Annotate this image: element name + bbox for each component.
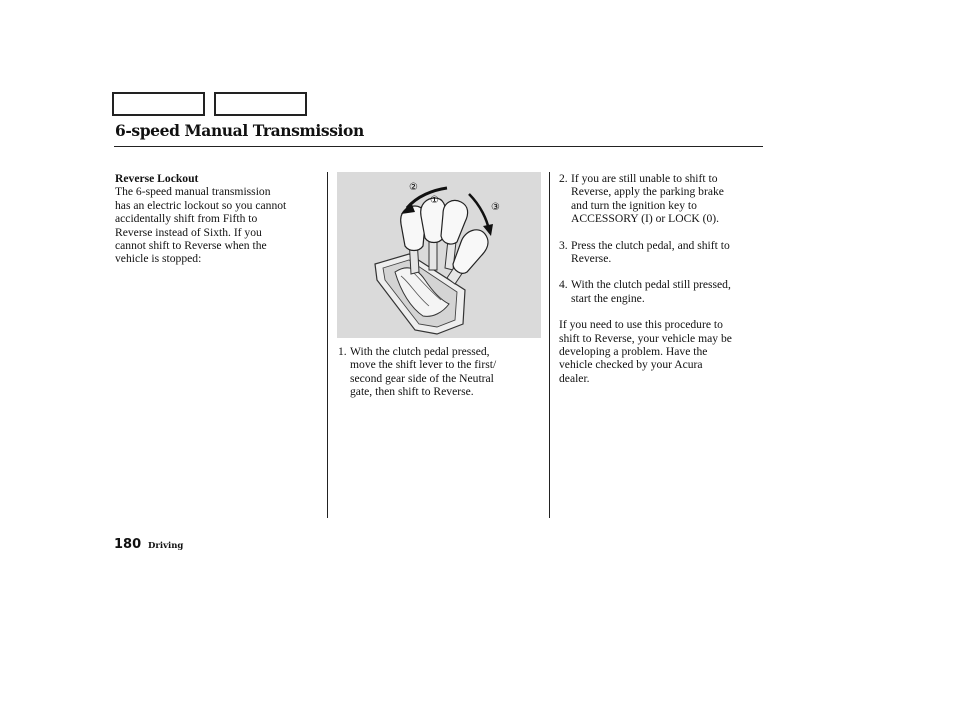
text-line: developing a problem. Have the <box>559 345 708 359</box>
right-column <box>559 172 764 385</box>
text-line: ACCESSORY (I) or LOCK (0). <box>571 212 720 226</box>
text-line: accidentally shift from Fifth to <box>115 212 258 226</box>
text-line: The 6-speed manual transmission <box>115 185 271 199</box>
text-line: has an electric lockout so you cannot <box>115 198 287 212</box>
text-line: vehicle is stopped: <box>115 252 202 266</box>
nav-tab-right[interactable] <box>214 92 307 116</box>
text-line: dealer. <box>559 371 590 385</box>
section-label: Driving <box>148 541 184 551</box>
marker-1: ① <box>430 195 439 206</box>
shift-lever-drawing <box>337 172 541 338</box>
section-heading: Reverse Lockout <box>115 172 199 185</box>
column-divider-1 <box>327 172 328 518</box>
text-line: With the clutch pedal still pressed, <box>571 278 731 292</box>
text-line: Reverse instead of Sixth. If you <box>115 225 262 239</box>
text-line: shift to Reverse, your vehicle may be <box>559 331 732 345</box>
step-3 <box>559 239 764 266</box>
text-line: and turn the ignition key to <box>571 198 697 212</box>
column-divider-2 <box>549 172 550 518</box>
text-line: If you need to use this procedure to <box>559 318 723 332</box>
step-4 <box>559 278 764 305</box>
text-line: vehicle checked by your Acura <box>559 358 703 372</box>
step-1 <box>338 345 543 399</box>
marker-3: ③ <box>491 202 500 213</box>
nav-tab-left[interactable] <box>112 92 205 116</box>
title-rule <box>114 146 763 147</box>
step-number: 4. <box>559 278 568 292</box>
text-line: gate, then shift to Reverse. <box>350 385 474 399</box>
page-title: 6-speed Manual Transmission <box>115 121 364 140</box>
text-line: cannot shift to Reverse when the <box>115 239 267 253</box>
shift-lever-illustration <box>337 172 541 338</box>
step-number: 2. <box>559 172 568 185</box>
text-line: With the clutch pedal pressed, <box>350 345 490 358</box>
closing-note <box>559 318 764 385</box>
intro-paragraph <box>115 185 325 265</box>
text-line: Reverse. <box>571 252 612 266</box>
text-line: move the shift lever to the first/ <box>350 358 497 372</box>
marker-2: ② <box>409 182 418 193</box>
step-2 <box>559 172 764 226</box>
page-number: 180 <box>114 537 142 552</box>
step-number: 3. <box>559 238 568 252</box>
left-column <box>115 172 325 266</box>
step-number: 1. <box>338 345 347 358</box>
text-line: start the engine. <box>571 291 645 305</box>
text-line: If you are still unable to shift to <box>571 172 718 185</box>
text-line: Reverse, apply the parking brake <box>571 185 724 199</box>
text-line: Press the clutch pedal, and shift to <box>571 238 730 252</box>
text-line: second gear side of the Neutral <box>350 371 494 385</box>
